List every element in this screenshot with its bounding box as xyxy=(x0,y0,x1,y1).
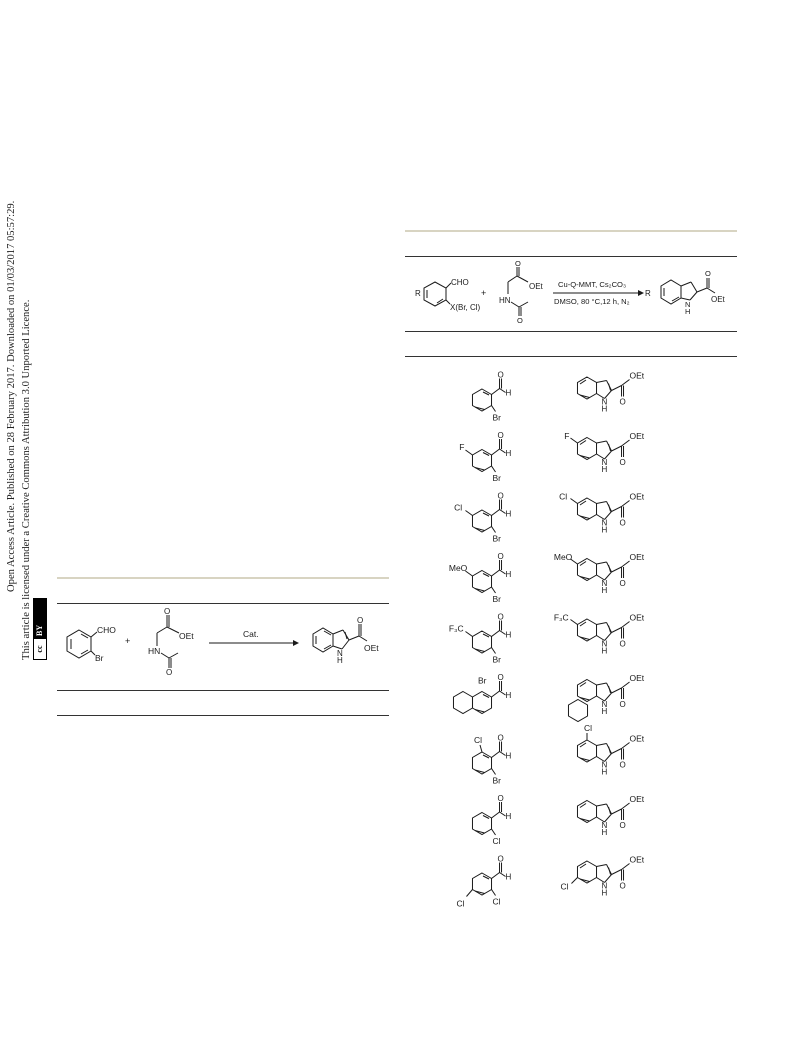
ester-oet-label: OEt xyxy=(629,431,645,441)
ester-o-label: O xyxy=(619,760,626,770)
product-oet-label: OEt xyxy=(364,643,379,653)
br-label: Br xyxy=(95,653,104,663)
left-table-mid-rule xyxy=(57,690,389,691)
general-product-o-label: O xyxy=(705,269,711,278)
ester-oet-label: OEt xyxy=(629,612,645,623)
ester-oet-label: OEt xyxy=(629,673,645,683)
ring-substituent-label: Cl xyxy=(560,881,569,892)
general-ester-oet-label: OEt xyxy=(529,282,543,291)
product-structure xyxy=(577,723,644,777)
aldehyde-h-label: H xyxy=(505,449,512,458)
right-table-mid-rule xyxy=(405,331,737,332)
indole-n-label: N xyxy=(337,649,343,658)
ester-oet-label: OEt xyxy=(629,733,645,744)
ring-substituent-label: Cl xyxy=(559,491,568,502)
amide-hn-label: HN xyxy=(148,646,161,656)
ester-o-label: O xyxy=(619,700,626,709)
by-label: BY xyxy=(34,599,46,639)
substrate-structure xyxy=(472,794,511,846)
license-note[interactable]: This article is licensed under a Creative Commons Attribution 3.0 Unported Licence. xyxy=(21,299,32,660)
substrate-structure xyxy=(456,855,511,909)
product-structure xyxy=(554,613,645,656)
arrow-head-icon xyxy=(293,640,299,646)
general-cho-label: CHO xyxy=(451,278,469,287)
product-o-label: O xyxy=(357,616,364,625)
indole-h-label: H xyxy=(601,586,608,595)
halogen-label: Br xyxy=(492,412,502,423)
ring-substituent-label: MeO xyxy=(448,563,468,573)
aldehyde-o-label: O xyxy=(497,673,504,682)
cho-label: CHO xyxy=(97,625,116,635)
general-product-h-label: H xyxy=(685,307,691,316)
ortho-substituent-label: Cl xyxy=(474,735,483,745)
aldehyde-h-label: H xyxy=(505,509,512,519)
indole-n-label: N xyxy=(601,700,608,709)
aldehyde-h-label: H xyxy=(505,388,512,398)
indole-product-structure xyxy=(313,616,379,665)
general-x-label: X(Br, Cl) xyxy=(450,303,481,312)
substrate-structure xyxy=(459,431,511,483)
ring-substituent-label: F₃C xyxy=(553,612,569,623)
aldehyde-o-label: O xyxy=(497,794,504,803)
product-structure xyxy=(568,673,644,722)
ester-o-label: O xyxy=(619,639,626,649)
indole-n-label: N xyxy=(601,821,608,830)
general-amide-o-label: O xyxy=(517,316,523,325)
catalyst-label: Cat. xyxy=(243,629,259,639)
product-structure xyxy=(577,794,644,837)
indole-h-label: H xyxy=(601,767,608,777)
halogen-label: Br xyxy=(478,675,487,686)
aldehyde-o-label: O xyxy=(497,733,504,743)
product-structure xyxy=(560,855,644,898)
aldehyde-h-label: H xyxy=(505,872,512,882)
substrate-structure xyxy=(453,673,511,714)
glycine-ester-structure xyxy=(148,608,194,677)
ester-o-label: O xyxy=(619,397,626,407)
left-table-bottom-rule xyxy=(57,715,389,716)
indole-h-label: H xyxy=(601,646,608,656)
ring-substituent-label: Cl xyxy=(454,502,463,513)
license-text-block xyxy=(2,200,46,660)
indole-h-label: H xyxy=(601,525,608,535)
indole-n-label: N xyxy=(601,881,608,891)
indole-n-label: N xyxy=(601,639,608,649)
halogen-label: Br xyxy=(492,473,502,483)
product-structure xyxy=(564,431,645,474)
aldehyde-h-label: H xyxy=(505,812,512,821)
ring-substituent-label: F xyxy=(459,442,465,452)
plus-sign: + xyxy=(125,636,131,646)
license-sidebar xyxy=(2,200,46,660)
substrate-structure xyxy=(472,734,511,786)
ester-o-label: O xyxy=(619,458,626,467)
amide-o-label: O xyxy=(166,668,173,677)
general-product-oet-label: OEt xyxy=(711,295,725,304)
general-indole-product-structure xyxy=(645,269,726,316)
aldehyde-o-label: O xyxy=(497,854,504,864)
indole-n-label: N xyxy=(601,579,608,588)
cc-by-badge[interactable] xyxy=(33,598,47,660)
indole-h-label: H xyxy=(601,404,608,414)
conditions-catalyst: Cu-Q-MMT, Cs₂CO₃ xyxy=(558,280,627,289)
indole-h-label: H xyxy=(601,828,608,837)
right-table-top-rule xyxy=(405,230,737,232)
right-table-header-rule xyxy=(405,256,737,257)
product-structure xyxy=(559,492,645,535)
cc-logo-icon: cc xyxy=(34,639,46,659)
ester-o-label: O xyxy=(164,608,171,616)
general-product-n-label: N xyxy=(685,300,691,309)
ester-oet-label: OEt xyxy=(629,794,645,804)
right-table-col-rule xyxy=(405,356,737,357)
aldehyde-o-label: O xyxy=(497,612,504,622)
indole-h-label: H xyxy=(601,465,608,474)
general-plus-sign: + xyxy=(481,288,487,298)
ring-substituent-label: F xyxy=(564,431,570,441)
halogen-label: Br xyxy=(492,594,502,604)
indole-h-label: H xyxy=(601,888,608,898)
ester-oet-label: OEt xyxy=(629,854,645,865)
general-arrow-head-icon xyxy=(638,290,644,296)
product-r-label: R xyxy=(645,289,651,298)
ring-substituent-label: MeO xyxy=(553,552,573,562)
general-amide-hn-label: HN xyxy=(499,296,511,305)
ester-o-label: O xyxy=(619,821,626,830)
product-structure xyxy=(554,552,645,595)
ester-oet-label: OEt xyxy=(629,552,645,562)
indole-n-label: N xyxy=(601,760,608,770)
indole-n-label: N xyxy=(601,397,608,407)
ester-oet-label: OEt xyxy=(179,631,194,641)
substrate-structure xyxy=(449,613,512,665)
aldehyde-h-label: H xyxy=(505,691,512,700)
ring-substituent-label: F₃C xyxy=(448,623,464,634)
halogen-label: Br xyxy=(492,775,502,786)
indole-n-label: N xyxy=(601,458,608,467)
model-reaction-scheme xyxy=(57,608,389,688)
substrate-structure xyxy=(454,492,511,544)
halogen-label: Br xyxy=(492,533,502,544)
indole-h-label: H xyxy=(601,707,608,716)
general-ester-o-label: O xyxy=(515,260,521,268)
halogen-label: Br xyxy=(492,654,502,665)
indole-h-label: H xyxy=(337,656,343,665)
substrate-structure xyxy=(472,371,511,423)
substrate-scope-grid xyxy=(405,362,737,917)
ester-o-label: O xyxy=(619,579,626,588)
aldehyde-h-label: H xyxy=(505,751,512,761)
haloaryl-aldehyde-structure xyxy=(415,278,481,312)
conditions-solvent: DMSO, 80 °C,12 h, N₂ xyxy=(554,297,630,306)
ester-o-label: O xyxy=(619,881,626,891)
ester-oet-label: OEt xyxy=(629,370,645,381)
left-table-top-rule xyxy=(57,577,389,579)
general-r-label: R xyxy=(415,289,421,298)
indole-n-label: N xyxy=(601,518,608,528)
ortho-substituent-label: Cl xyxy=(584,723,593,733)
aldehyde-o-label: O xyxy=(497,370,504,380)
aldehyde-o-label: O xyxy=(497,431,504,440)
bromobenzaldehyde-structure xyxy=(67,625,116,663)
ester-oet-label: OEt xyxy=(629,491,645,502)
aldehyde-o-label: O xyxy=(497,552,504,561)
left-table-header-rule xyxy=(57,603,389,604)
halogen-label: Cl xyxy=(492,896,501,907)
substrate-structure xyxy=(449,552,512,604)
aldehyde-h-label: H xyxy=(505,630,512,640)
aldehyde-h-label: H xyxy=(505,570,512,579)
general-glycine-ester-structure xyxy=(499,260,544,325)
halogen-label: Cl xyxy=(492,836,501,846)
ester-o-label: O xyxy=(619,518,626,528)
aldehyde-o-label: O xyxy=(497,491,504,501)
publication-note: Open Access Article. Published on 28 February 2017. Downloaded on 01/03/2017 05:57:29. xyxy=(6,200,17,592)
ring-substituent-label: Cl xyxy=(456,898,465,909)
general-reaction-scheme xyxy=(405,260,737,330)
product-structure xyxy=(577,371,644,414)
